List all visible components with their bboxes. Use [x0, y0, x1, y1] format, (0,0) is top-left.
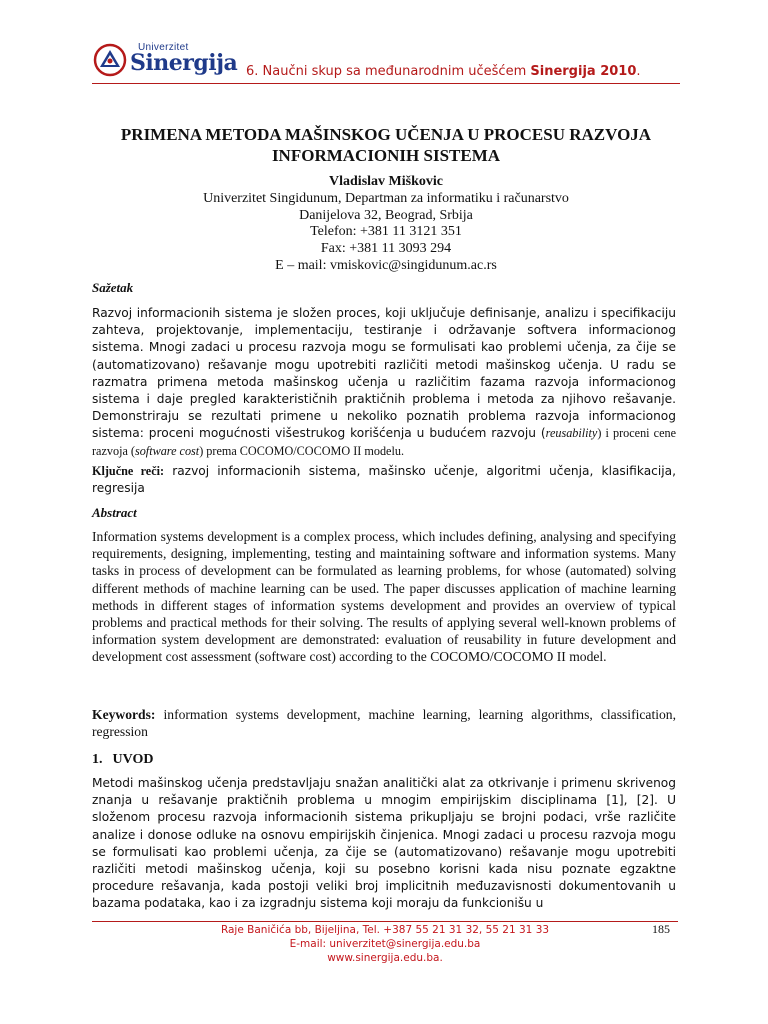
sazetak-italic-software-cost: software cost [134, 443, 200, 458]
university-logo [92, 40, 252, 80]
address-line: Danijelova 32, Beograd, Srbija [299, 208, 473, 223]
footer-address: Raje Baničića bb, Bijeljina, Tel. +387 55 21 31 32, 55 21 31 33 [220, 924, 550, 936]
kljucne-text: razvoj informacionih sistema, mašinsko učenje, algoritmi učenja, klasifikacija, regresija [92, 464, 676, 496]
page-number: 185 [652, 922, 670, 936]
conference-prefix: 6. Naučni skup sa međunarodnim učešćem [246, 64, 531, 79]
author-name: Vladislav Miškovic [329, 174, 443, 189]
kljucne-reci [92, 463, 676, 497]
footer-web: www.sinergija.edu.ba. [327, 952, 443, 964]
fax-line: Fax: +381 11 3093 294 [320, 241, 452, 256]
logo-emblem-icon [92, 42, 128, 78]
keywords [92, 706, 676, 740]
email-line: E – mail: vmiskovic@singidunum.ac.rs [275, 258, 497, 273]
phone-line: Telefon: +381 11 3121 351 [310, 224, 462, 239]
footer-divider [92, 921, 678, 922]
logo-name: Sinergija [130, 50, 238, 76]
sazetak-end: ) prema COCOMO/COCOMO II modelu. [199, 443, 404, 458]
footer-email: E-mail: univerzitet@sinergija.edu.ba [289, 938, 481, 950]
sazetak-between: ) i proceni cene razvoja ( [92, 426, 677, 458]
logo-university-word: Univerzitet [138, 42, 189, 53]
sazetak-italic-reusability: reusability [545, 426, 598, 441]
sazetak-heading: Sažetak [92, 280, 134, 295]
conference-suffix: . [636, 64, 641, 79]
title-line-2: INFORMACIONIH SISTEMA [271, 146, 501, 165]
section-title: UVOD [112, 752, 154, 767]
page-header [92, 40, 692, 84]
kljucne-label: Ključne reči: [92, 464, 165, 478]
abstract-heading: Abstract [92, 505, 137, 520]
abstract-text: Information systems development is a complex process, which includes defining, analysing and specifying requirements, designing, implementing, testing and maintaining software and information systems. Many tasks in process of development can be formulated as learning problems, for whose (automated) solving different methods of machine learning can be used. The paper discusses application of machine learning methods in different stages of information systems development and provides an overview of typical problems and practical methods for their solving. The results of applying several well-known problems of information system development are demonstrated: evaluation of reusability in future development and development cost assessment (software cost) according to the COCOMO/COCOMO II model. [92, 529, 676, 665]
sazetak-text [92, 305, 676, 460]
paper-title [92, 124, 680, 166]
title-line-1: PRIMENA METODA MAŠINSKOG UČENJA U PROCESU RAZVOJA [120, 125, 652, 144]
section-body: Metodi mašinskog učenja predstavljaju snažan analitički alat za otkrivanje i primenu skrivenog znanja u rešavanje praktičnih problema u mnogim empirijskim disciplinama [1], [2]. U složenom procesu razvoja informacionih sistema prikupljaju se brojni podaci, vrše različite analize i donose odluke na osnovu empirijskih činjenica. Mnogi zadaci u procesu razvoja mogu se formulisati kao problemi učenja, za čije se (automatizovano) rešavanje mogu upotrebiti različiti metodi mašinskog učenja, koji su posebno korisni kada nisu poznate egzaktne procedure rešavanja, kada postoji veliki broj implicitnih međuzavisnosti dokumentovanih u bazama podataka, kao i za izgradnju sistema koji moraju da funkcionišu u [92, 776, 676, 911]
conference-name: Sinergija 2010 [530, 64, 637, 79]
keywords-text: information systems development, machine learning, learning algorithms, classification, regression [92, 707, 676, 740]
section-number: 1. [92, 752, 103, 767]
header-divider [92, 83, 680, 84]
affiliation-line: Univerzitet Singidunum, Departman za informatiku i računarstvo [203, 191, 569, 206]
sazetak-body: Razvoj informacionih sistema je složen proces, koji uključuje definisanje, analizu i specifikaciju zahteva, projektovanje, implementaciju, testiranje i održavanje softvera informacionog sistema. Mnogi zadaci u procesu razvoja mogu se formulisati kao problemi učenja, za čije se (automatizovano) rešavanje mogu upotrebiti različiti metodi mašinskog učenja. U radu se razmatra primena metoda mašinskog učenja u različitim fazama razvoja informacionog sistema i daje pregled karakterističnih praktičnih problema i metoda za njihovo rešavanje. Demonstriraju se rezultati primene u nekoliko poznatih problema razvoja informacionog sistema: proceni mogućnosti višestrukog korišćenja u budućem razvoju ( [92, 306, 676, 441]
keywords-label: Keywords: [92, 707, 156, 722]
conference-title [246, 64, 641, 79]
section-heading [92, 752, 163, 768]
